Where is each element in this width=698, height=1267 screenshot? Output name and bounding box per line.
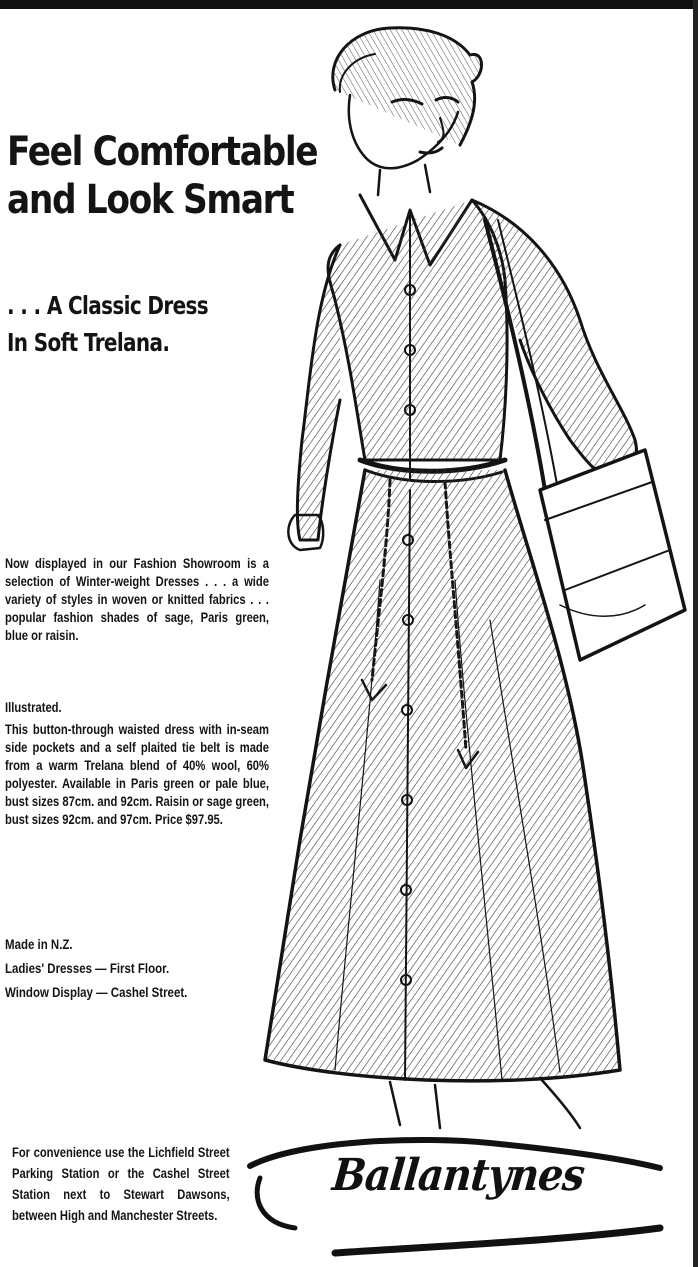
headline-line-1: Feel Comfortable (7, 129, 318, 175)
window-display-text: Window Display — Cashel Street. (5, 984, 188, 1000)
dress-description: This button-through waisted dress with in-seam side pockets and a self plaited tie belt is made from a warm Trelana blend of 40% wool, 60% polyester. Available in Paris green or pale blue, bust sizes 87cm. and 92cm. Raisin or sage green, bust sizes 92cm. and 97cm. Price $97.95. (5, 721, 269, 827)
brand-name: Ballantynes (330, 1150, 587, 1201)
store-details (5, 932, 187, 1004)
headline-line-2: and Look Smart (7, 177, 294, 223)
fashion-illustration-icon (240, 20, 695, 1130)
intro-paragraph: Now displayed in our Fashion Showroom is a selection of Winter-weight Dresses . . . a wide variety of styles in woven or knitted fabrics . . . popular fashion shades of sage, Paris green, blue or raisin. (5, 555, 269, 643)
subheadline (7, 287, 208, 361)
made-in-text: Made in N.Z. (5, 936, 73, 952)
subheadline-line-1: . . . A Classic Dress (7, 291, 209, 320)
subheadline-line-2: In Soft Trelana. (7, 328, 170, 357)
top-border (0, 0, 698, 9)
illustrated-label: Illustrated. (5, 699, 62, 715)
department-text: Ladies' Dresses — First Floor. (5, 960, 170, 976)
parking-notice: For convenience use the Lichfield Street Parking Station or the Cashel Street Station next to Stewart Dawsons, between High and Manchester Streets. (12, 1144, 230, 1223)
